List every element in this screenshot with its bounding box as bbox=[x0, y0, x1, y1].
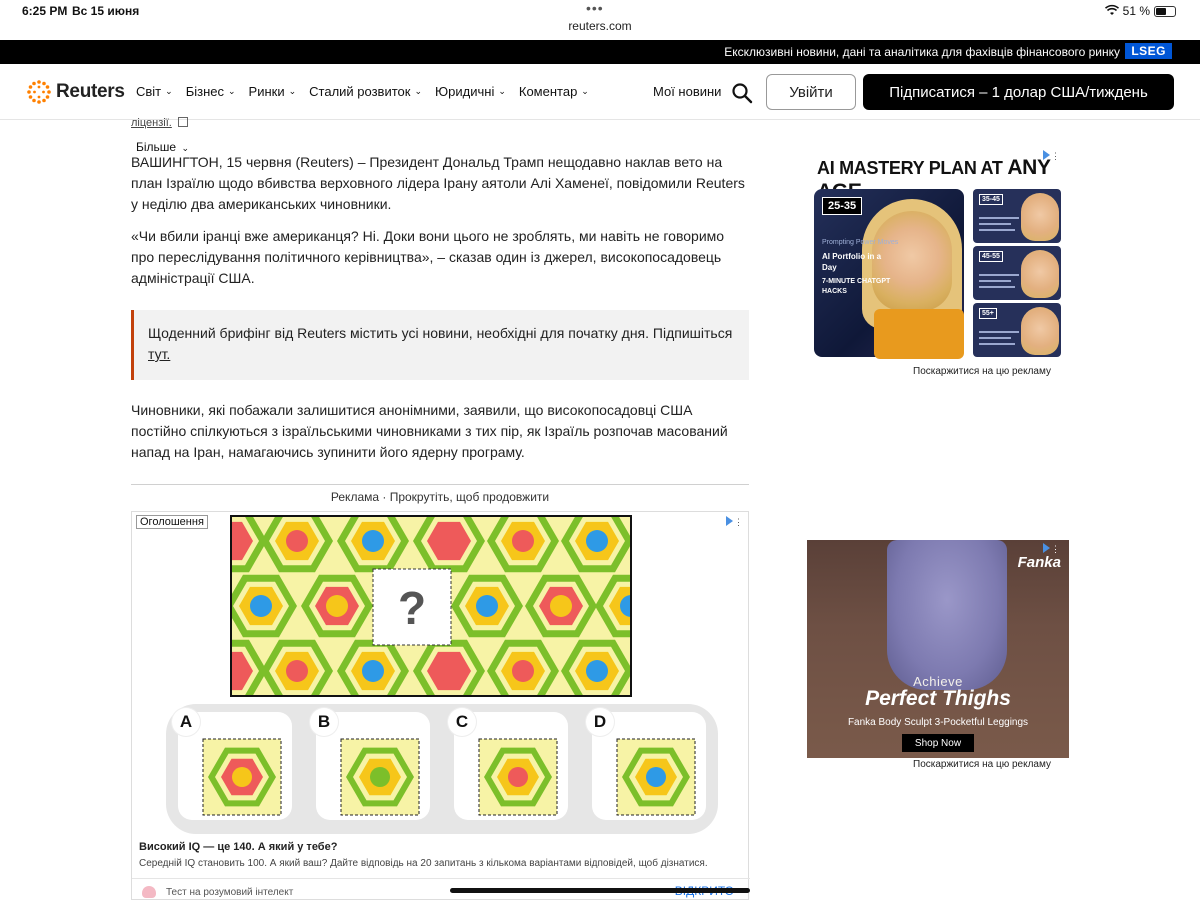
ai-ad-thumb-1[interactable]: 35-45 bbox=[973, 189, 1061, 243]
chevron-down-icon: ⌄ bbox=[181, 143, 189, 153]
reuters-logo-text: Reuters bbox=[56, 81, 125, 102]
promo-banner-text[interactable]: Ексклюзивні новини, дані та аналітика для фахівців фінансового ринку bbox=[724, 45, 1120, 59]
ai-ad-thumb-2[interactable]: 45-55 bbox=[973, 246, 1061, 300]
licence-link[interactable]: ліцензії. bbox=[131, 117, 188, 129]
wifi-icon bbox=[1105, 6, 1119, 16]
ad-tag: Оголошення bbox=[136, 515, 208, 529]
adchoices-icon[interactable] bbox=[724, 515, 743, 527]
more-button[interactable]: Більше ⌄ bbox=[136, 140, 189, 154]
svg-text:⋮: ⋮ bbox=[1051, 544, 1060, 554]
report-ad-link[interactable]: Поскаржитися на цю рекламу bbox=[913, 366, 1051, 377]
ai-ad-title: AI MASTERY PLAN AT ANY bbox=[817, 156, 1051, 179]
age-badge: 25-35 bbox=[822, 197, 862, 215]
subscribe-button[interactable]: Підписатися – 1 долар США/тиждень bbox=[863, 74, 1174, 110]
multitasking-dots[interactable]: ••• bbox=[586, 0, 604, 16]
adchoices-icon[interactable] bbox=[1041, 149, 1060, 161]
answer-option-b[interactable] bbox=[316, 712, 430, 820]
nav-item-legal[interactable]: Юридичні ⌄ bbox=[435, 84, 506, 99]
answer-hex-icon bbox=[616, 738, 696, 816]
battery-icon bbox=[1154, 6, 1176, 17]
reuters-logo-icon bbox=[26, 79, 52, 105]
fanka-achieve: Achieve bbox=[913, 674, 963, 689]
answer-option-c[interactable] bbox=[454, 712, 568, 820]
answer-options bbox=[166, 704, 718, 834]
answer-hex-icon bbox=[340, 738, 420, 816]
ad-description: Середній IQ становить 100. А який ваш? Дайте відповідь на 20 запитань з кількома варіантами відповідей, щоб дізнатися. bbox=[139, 858, 708, 869]
ai-ad-main-image[interactable]: 25-35 Prompting Power Moves AI Portfolio in a Day 7-MINUTE CHATGPT HACKS bbox=[814, 189, 964, 357]
report-ad-link[interactable]: Поскаржитися на цю рекламу bbox=[913, 759, 1051, 770]
inline-advertisement[interactable] bbox=[131, 511, 749, 900]
lseg-logo[interactable]: LSEG bbox=[1125, 43, 1172, 59]
answer-option-a[interactable] bbox=[178, 712, 292, 820]
chevron-down-icon: ⌄ bbox=[414, 86, 423, 96]
site-header bbox=[0, 64, 1200, 120]
status-time: 6:25 PM bbox=[22, 4, 68, 18]
article-paragraph-3: Чиновники, які побажали залишитися анонімними, заявили, що високопосадовці США постійно спілкуються з ізраїльськими чиновниками з тих пір, як Ізраїль розпочав масований напад на Іран, намагаючись зупинити його ядерну програму. bbox=[131, 402, 728, 460]
external-link-icon bbox=[178, 117, 188, 127]
svg-text:⋮: ⋮ bbox=[734, 517, 743, 527]
leggings-image bbox=[887, 540, 1007, 690]
answer-option-d[interactable] bbox=[592, 712, 706, 820]
svg-text:⋮: ⋮ bbox=[1051, 151, 1060, 161]
chevron-down-icon: ⌄ bbox=[288, 86, 297, 96]
status-date: Вс 15 июня bbox=[72, 4, 140, 18]
fanka-headline: Perfect Thighs bbox=[865, 687, 1011, 710]
answer-hex-icon bbox=[478, 738, 558, 816]
reuters-logo[interactable] bbox=[26, 79, 125, 105]
briefing-text: Щоденний брифінг від Reuters містить усі новини, необхідні для початку дня. Підпишіться bbox=[148, 325, 733, 341]
chevron-down-icon: ⌄ bbox=[498, 86, 506, 96]
sidebar-ad-fanka[interactable] bbox=[807, 540, 1069, 758]
answer-letter: C bbox=[448, 708, 476, 736]
chevron-down-icon: ⌄ bbox=[581, 86, 589, 96]
ad-headline[interactable]: Високий IQ — це 140. А який у тебе? bbox=[139, 841, 338, 853]
nav-item-world[interactable]: Світ ⌄ bbox=[136, 84, 173, 99]
search-icon[interactable] bbox=[731, 82, 753, 104]
iq-pattern-grid bbox=[231, 516, 633, 698]
brain-icon bbox=[142, 886, 156, 898]
nav-item-commentary[interactable]: Коментар ⌄ bbox=[518, 84, 589, 99]
ad-scroll-label: Реклама · Прокрутіть, щоб продовжити bbox=[330, 490, 550, 504]
ad-divider bbox=[131, 484, 749, 485]
nav-item-markets[interactable]: Ринки ⌄ bbox=[248, 84, 297, 99]
login-button[interactable]: Увійти bbox=[766, 74, 856, 110]
briefing-callout bbox=[131, 310, 749, 380]
answer-letter: B bbox=[310, 708, 338, 736]
answer-letter: D bbox=[586, 708, 614, 736]
status-indicators bbox=[1105, 4, 1176, 18]
ai-ad-thumb-3[interactable]: 55+ bbox=[973, 303, 1061, 357]
promo-banner[interactable] bbox=[0, 40, 1200, 64]
sidebar-ad-ai-mastery[interactable] bbox=[813, 147, 1063, 359]
ad-advertiser: Тест на розумовий інтелект bbox=[166, 886, 294, 898]
nav-item-business[interactable]: Бізнес ⌄ bbox=[185, 84, 236, 99]
answer-hex-icon bbox=[202, 738, 282, 816]
ad-footer bbox=[142, 886, 293, 898]
fanka-subtitle: Fanka Body Sculpt 3-Pocketful Leggings bbox=[847, 717, 1029, 728]
home-indicator[interactable] bbox=[450, 888, 750, 893]
shop-now-button[interactable]: Shop Now bbox=[902, 734, 974, 752]
address-url[interactable]: reuters.com bbox=[568, 19, 632, 33]
fanka-logo: Fanka bbox=[1017, 554, 1061, 571]
ad-footer-divider bbox=[132, 878, 750, 879]
chevron-down-icon: ⌄ bbox=[165, 86, 173, 96]
question-mark: ? bbox=[397, 582, 427, 634]
battery-percent: 51 % bbox=[1122, 4, 1150, 18]
article-paragraph-2: «Чи вбили іранці вже американця? Ні. Доки вони цього не зроблять, ми навіть не говоримо про переслідування політичного керівництва», – сказав один із джерел, високопосадовець адміністрації США. bbox=[131, 228, 725, 286]
nav-item-sustainability[interactable]: Сталий розвиток ⌄ bbox=[309, 84, 423, 99]
answer-letter: A bbox=[172, 708, 200, 736]
briefing-subscribe-link[interactable]: тут. bbox=[148, 346, 171, 362]
chevron-down-icon: ⌄ bbox=[227, 86, 236, 96]
article-paragraph-1: ВАШИНГТОН, 15 червня (Reuters) – Президент Дональд Трамп нещодавно наклав вето на план Ізраїлю щодо вбивства верховного лідера Ірану аятоли Алі Хаменеї, повідомили Reuters у неділю два американських чиновники. bbox=[131, 154, 745, 212]
adchoices-icon[interactable] bbox=[1041, 542, 1060, 554]
ios-status-bar bbox=[0, 0, 1200, 40]
main-nav bbox=[136, 84, 589, 99]
my-news-link[interactable]: Мої новини bbox=[653, 84, 722, 99]
